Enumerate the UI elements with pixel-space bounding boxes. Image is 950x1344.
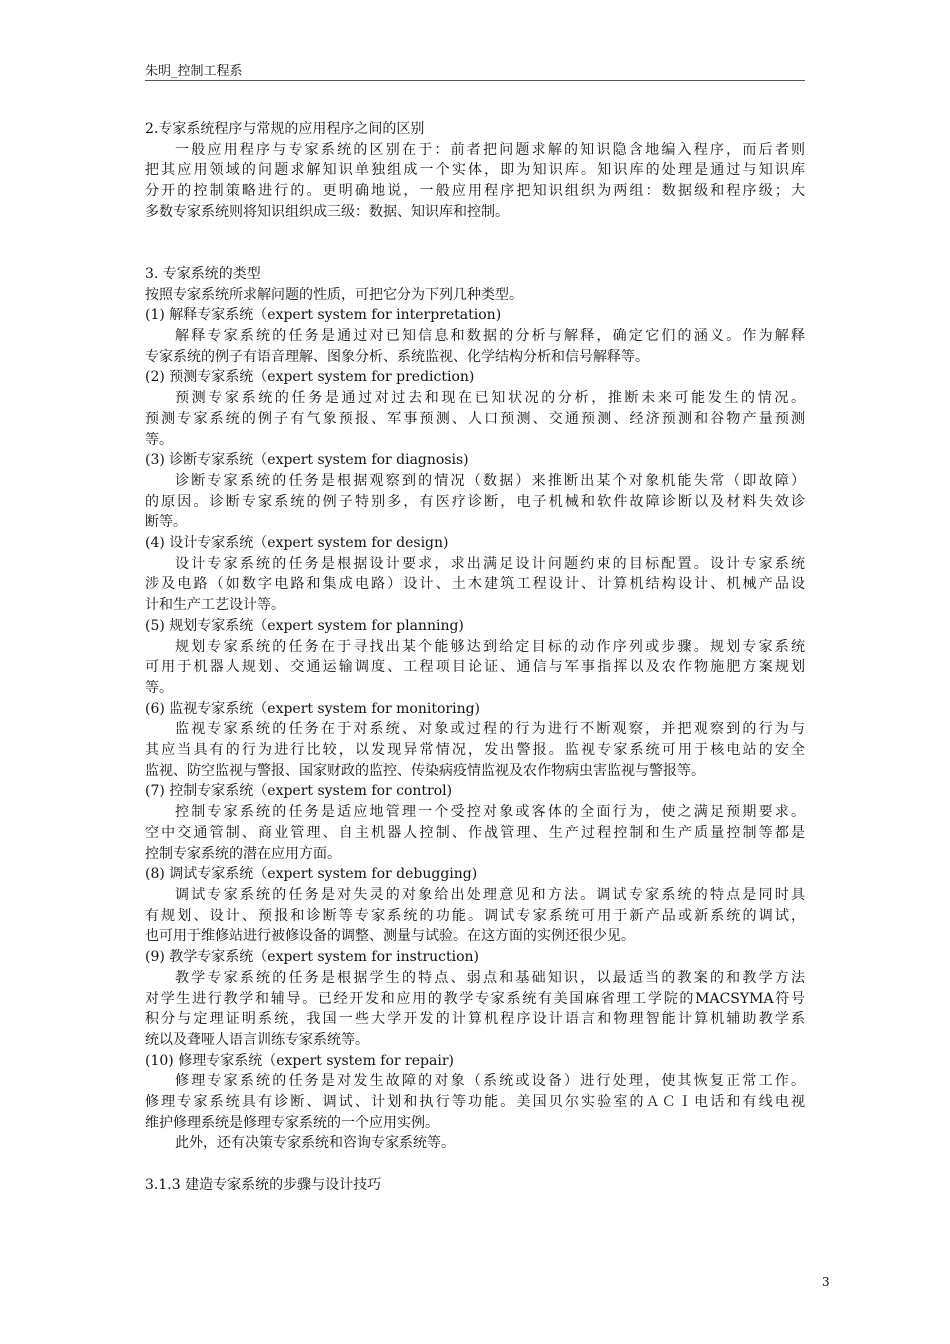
type-title: (7) 控制专家系统（expert system for control) xyxy=(145,783,453,800)
type-description-line: 的原因。诊断专家系统的例子特别多，有医疗诊断，电子机械和软件故障诊断以及材料失效诊 xyxy=(145,493,805,510)
types-list xyxy=(145,305,805,1133)
type-description-line: 控制专家系统的任务是适应地管理一个受控对象或客体的全面行为，使之满足预期要求。 xyxy=(175,804,805,821)
paragraph-line: 按照专家系统所求解问题的性质，可把它分为下列几种类型。 xyxy=(145,286,523,303)
type-description-line: 等。 xyxy=(145,679,173,696)
paragraph-line: 一般应用程序与专家系统的区别在于：前者把问题求解的知识隐含地编入程序，而后者则 xyxy=(175,141,805,158)
page-header: 朱明_控制工程系 xyxy=(145,64,243,79)
type-description-line: 对学生进行教学和辅导。已经开发和应用的教学专家系统有美国麻省理工学院的MACSYMA符号 xyxy=(145,990,805,1007)
type-description-line: 设计专家系统的任务是根据设计要求，求出满足设计问题约束的目标配置。设计专家系统 xyxy=(175,555,805,572)
spacer xyxy=(145,1154,805,1175)
paragraph-line: 此外，还有决策专家系统和咨询专家系统等。 xyxy=(175,1135,455,1152)
type-description-line: 积分与定理证明系统，我国一些大学开发的计算机程序设计语言和物理智能计算机辅助教学系 xyxy=(145,1011,805,1028)
type-title: (5) 规划专家系统（expert system for planning) xyxy=(145,617,464,634)
type-title: (4) 设计专家系统（expert system for design) xyxy=(145,535,449,552)
type-description-line: 规划专家系统的任务在于寻找出某个能够达到给定目标的动作序列或步骤。规划专家系统 xyxy=(175,638,805,655)
type-description-line: 专家系统的例子有语音理解、图象分析、系统监视、化学结构分析和信号解释等。 xyxy=(145,348,649,365)
type-title: (2) 预测专家系统（expert system for prediction) xyxy=(145,369,475,386)
type-title: (6) 监视专家系统（expert system for monitoring) xyxy=(145,700,481,717)
type-description-line: 监视、防空监视与警报、国家财政的监控、传染病疫情监视及农作物病虫害监视与警报等。 xyxy=(145,762,705,779)
type-description-line: 有规划、设计、预报和诊断等专家系统的功能。调试专家系统可用于新产品或新系统的调试， xyxy=(145,907,805,924)
section-heading: 2.专家系统程序与常规的应用程序之间的区别 xyxy=(145,121,425,137)
spacer xyxy=(145,223,805,244)
spacer xyxy=(145,243,805,264)
paragraph-line: 把其应用领域的问题求解知识单独组成一个实体，即为知识库。知识库的处理是通过与知识库 xyxy=(145,162,805,179)
type-description-line: 可用于机器人规划、交通运输调度、工程项目论证、通信与军事指挥以及农作物施肥方案规划 xyxy=(145,659,805,676)
type-description-line: 预测专家系统的任务是通过对过去和现在已知状况的分析，推断未来可能发生的情况。 xyxy=(175,390,805,407)
type-title: (1) 解释专家系统（expert system for interpretation) xyxy=(145,307,502,324)
type-description-line: 维护修理系统是修理专家系统的一个应用实例。 xyxy=(145,1114,439,1131)
type-description-line: 统以及聋哑人语言训练专家系统等。 xyxy=(145,1031,369,1048)
type-description-line: 也可用于维修站进行被修设备的调整、测量与试验。在这方面的实例还很少见。 xyxy=(145,928,635,945)
type-description-line: 涉及电路（如数字电路和集成电路）设计、土木建筑工程设计、计算机结构设计、机械产品设 xyxy=(145,576,805,593)
type-description-line: 其应当具有的行为进行比较，以发现异常情况，发出警报。监视专家系统可用于核电站的安全 xyxy=(145,742,805,759)
type-title: (3) 诊断专家系统（expert system for diagnosis) xyxy=(145,452,469,469)
type-description-line: 预测专家系统的例子有气象预报、军事预测、人口预测、交通预测、经济预测和谷物产量预测 xyxy=(145,410,805,427)
page-number: 3 xyxy=(822,1275,830,1289)
type-title: (8) 调试专家系统（expert system for debugging) xyxy=(145,866,478,883)
type-description-line: 计和生产工艺设计等。 xyxy=(145,597,285,614)
section-heading: 3. 专家系统的类型 xyxy=(145,265,261,282)
type-description-line: 监视专家系统的任务在于对系统、对象或过程的行为进行不断观察，并把观察到的行为与 xyxy=(175,721,805,738)
type-description-line: 诊断专家系统的任务是根据观察到的情况（数据）来推断出某个对象机能失常（即故障） xyxy=(175,472,805,489)
type-description-line: 断等。 xyxy=(145,514,187,531)
document-body xyxy=(145,119,805,1196)
type-description-line: 解释专家系统的任务是通过对已知信息和数据的分析与解释，确定它们的涵义。作为解释 xyxy=(175,328,805,344)
section-heading: 3.1.3 建造专家系统的步骤与设计技巧 xyxy=(145,1176,382,1193)
type-description-line: 修理专家系统的任务是对发生故障的对象（系统或设备）进行处理，使其恢复正常工作。 xyxy=(175,1073,805,1090)
type-title: (10) 修理专家系统（expert system for repair) xyxy=(145,1052,454,1069)
type-description-line: 修理专家系统具有诊断、调试、计划和执行等功能。美国贝尔实验室的ＡＣＩ电话和有线电视 xyxy=(145,1094,805,1111)
type-description-line: 教学专家系统的任务是根据学生的特点、弱点和基础知识，以最适当的教案的和教学方法 xyxy=(175,969,805,986)
type-description-line: 调试专家系统的任务是对失灵的对象给出处理意见和方法。调试专家系统的特点是同时具 xyxy=(175,886,805,903)
type-description-line: 空中交通管制、商业管理、自主机器人控制、作战管理、生产过程控制和生产质量控制等都是 xyxy=(145,824,805,841)
type-title: (9) 教学专家系统（expert system for instruction) xyxy=(145,949,480,966)
paragraph-line: 多数专家系统则将知识组织成三级：数据、知识库和控制。 xyxy=(145,203,509,220)
type-description-line: 等。 xyxy=(145,431,173,448)
header-rule xyxy=(145,80,805,81)
paragraph-line: 分开的控制策略进行的。更明确地说，一般应用程序把知识组织为两组：数据级和程序级；大 xyxy=(145,183,805,200)
type-description-line: 控制专家系统的潜在应用方面。 xyxy=(145,845,341,862)
